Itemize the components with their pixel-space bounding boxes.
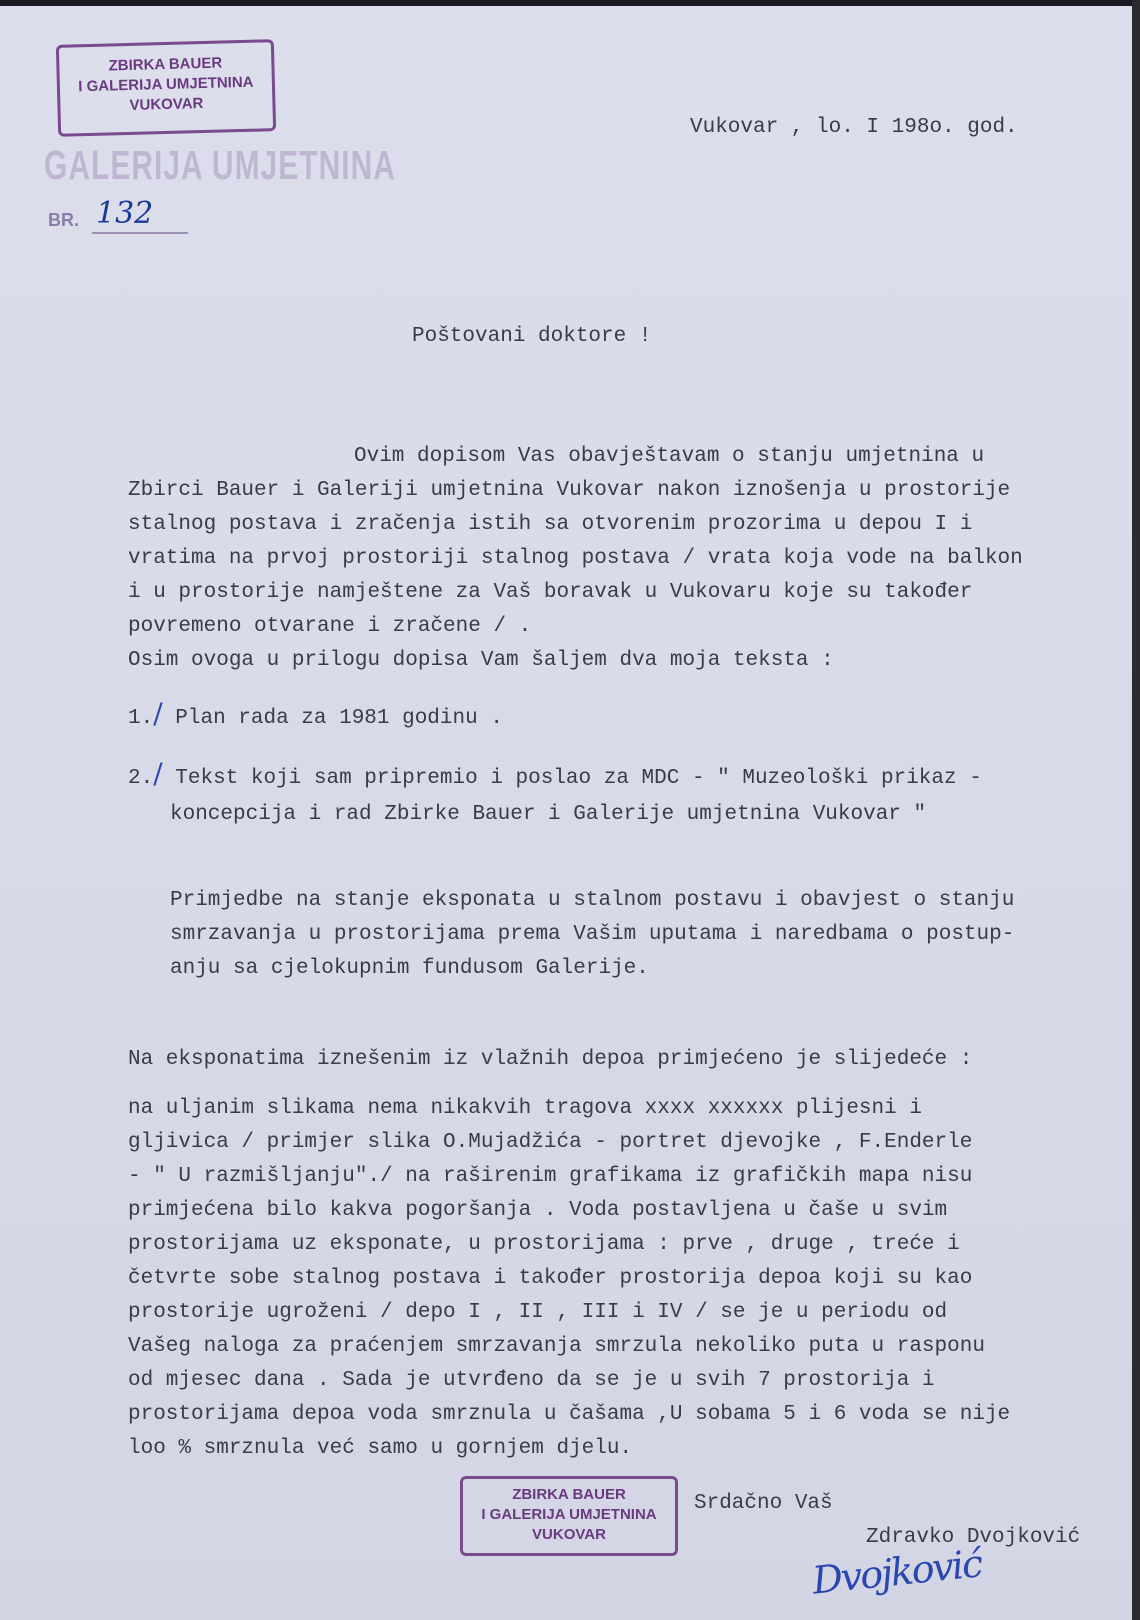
paragraph-remarks bbox=[170, 884, 1014, 986]
list-item-1 bbox=[128, 696, 503, 737]
registry-number: 132 bbox=[96, 196, 154, 231]
scan-edge-right bbox=[1132, 0, 1140, 1620]
stamp-line-1: ZBIRKA BAUER bbox=[512, 1486, 626, 1503]
text-line: od mjesec dana . Sada je utvrđeno da se je u svih 7 prostorija i bbox=[128, 1369, 935, 1392]
text-line: primjećena bilo kakva pogoršanja . Voda postavljena u čaše u svim bbox=[128, 1199, 948, 1222]
scan-edge-top bbox=[0, 0, 1140, 6]
text-line: stalnog postava i zračenja istih sa otvorenim prozorima u depou I i bbox=[128, 513, 973, 536]
text-line: Ovim dopisom Vas obavještavam o stanju umjetnina u bbox=[354, 445, 985, 468]
paragraph-findings bbox=[128, 1092, 1010, 1466]
text-line: i u prostorije namještene za Vaš boravak u Vukovaru koje su također bbox=[128, 581, 973, 604]
list-item-text: koncepcija i rad Zbirke Bauer i Galerije umjetnina Vukovar " bbox=[170, 803, 927, 826]
text-line: povremeno otvarane i zračene / . bbox=[128, 615, 532, 638]
stamp-line-2: I GALERIJA UMJETNINA bbox=[78, 73, 254, 96]
text-line: četvrte sobe stalnog postava i također prostorija depoa koji su kao bbox=[128, 1267, 973, 1290]
text-line: anju sa cjelokupnim fundusom Galerije. bbox=[170, 957, 649, 980]
list-item-2 bbox=[128, 756, 982, 833]
text-line: loo % smrznula već samo u gornjem djelu. bbox=[128, 1437, 633, 1460]
paragraph-intro bbox=[128, 440, 1023, 678]
handwritten-signature: Dvojković bbox=[810, 1541, 984, 1603]
list-marker: 2. bbox=[128, 767, 154, 790]
text-line: Osim ovoga u prilogu dopisa Vam šaljem dva moja teksta : bbox=[128, 649, 834, 672]
paragraph-findings-heading: Na eksponatima iznešenim iz vlažnih depoa primjećeno je slijedeće : bbox=[128, 1048, 973, 1071]
text-line: Primjedbe na stanje eksponata u stalnom postavu i obavjest o stanju bbox=[170, 889, 1015, 912]
letter-date: Vukovar , lo. I 198o. god. bbox=[690, 116, 1018, 139]
registry-underline bbox=[92, 232, 188, 234]
text-line: na uljanim slikama nema nikakvih tragova xxxx xxxxxx plijesni i bbox=[128, 1097, 922, 1120]
stamp-line-3: VUKOVAR bbox=[129, 95, 204, 114]
text-line: gljivica / primjer slika O.Mujadžića - portret djevojke , F.Enderle bbox=[128, 1131, 973, 1154]
closing-phrase: Srdačno Vaš bbox=[694, 1492, 833, 1515]
text-line: prostorijama uz eksponate, u prostorijama : prve , druge , treće i bbox=[128, 1233, 960, 1256]
salutation: Poštovani doktore ! bbox=[412, 325, 652, 348]
institution-stamp-top bbox=[56, 39, 276, 137]
text-line: prostorije ugroženi / depo I , II , III i IV / se je u periodu od bbox=[128, 1301, 948, 1324]
signer-name: Zdravko Dvojković bbox=[866, 1526, 1081, 1549]
faded-gallery-stamp: GALERIJA UMJETNINA bbox=[44, 144, 396, 189]
stamp-line-2: I GALERIJA UMJETNINA bbox=[481, 1506, 657, 1523]
handwritten-slash: / bbox=[153, 697, 163, 730]
list-item-text: Plan rada za 1981 godinu . bbox=[175, 707, 503, 730]
text-line: - " U razmišljanju"./ na raširenim grafikama iz grafičkih mapa nisu bbox=[128, 1165, 973, 1188]
registry-label: BR. bbox=[48, 210, 79, 230]
text-line: smrzavanja u prostorijama prema Vašim uputama i naredbama o postup- bbox=[170, 923, 1015, 946]
stamp-line-1: ZBIRKA BAUER bbox=[108, 54, 223, 75]
list-item-text: Tekst koji sam pripremio i poslao za MDC - " Muzeološki prikaz - bbox=[175, 767, 982, 790]
list-marker: 1. bbox=[128, 707, 154, 730]
text-line: vratima na prvoj prostoriji stalnog postava / vrata koja vode na balkon bbox=[128, 547, 1023, 570]
text-line: Zbirci Bauer i Galeriji umjetnina Vukovar nakon iznošenja u prostorije bbox=[128, 479, 1011, 502]
stamp-line-3: VUKOVAR bbox=[532, 1526, 606, 1543]
handwritten-slash: / bbox=[153, 757, 163, 790]
text-line: Vašeg naloga za praćenjem smrzavanja smrzula nekoliko puta u rasponu bbox=[128, 1335, 985, 1358]
text-line: prostorijama depoa voda smrznula u čašama ,U sobama 5 i 6 voda se nije bbox=[128, 1403, 1011, 1426]
institution-stamp-bottom bbox=[460, 1476, 678, 1556]
